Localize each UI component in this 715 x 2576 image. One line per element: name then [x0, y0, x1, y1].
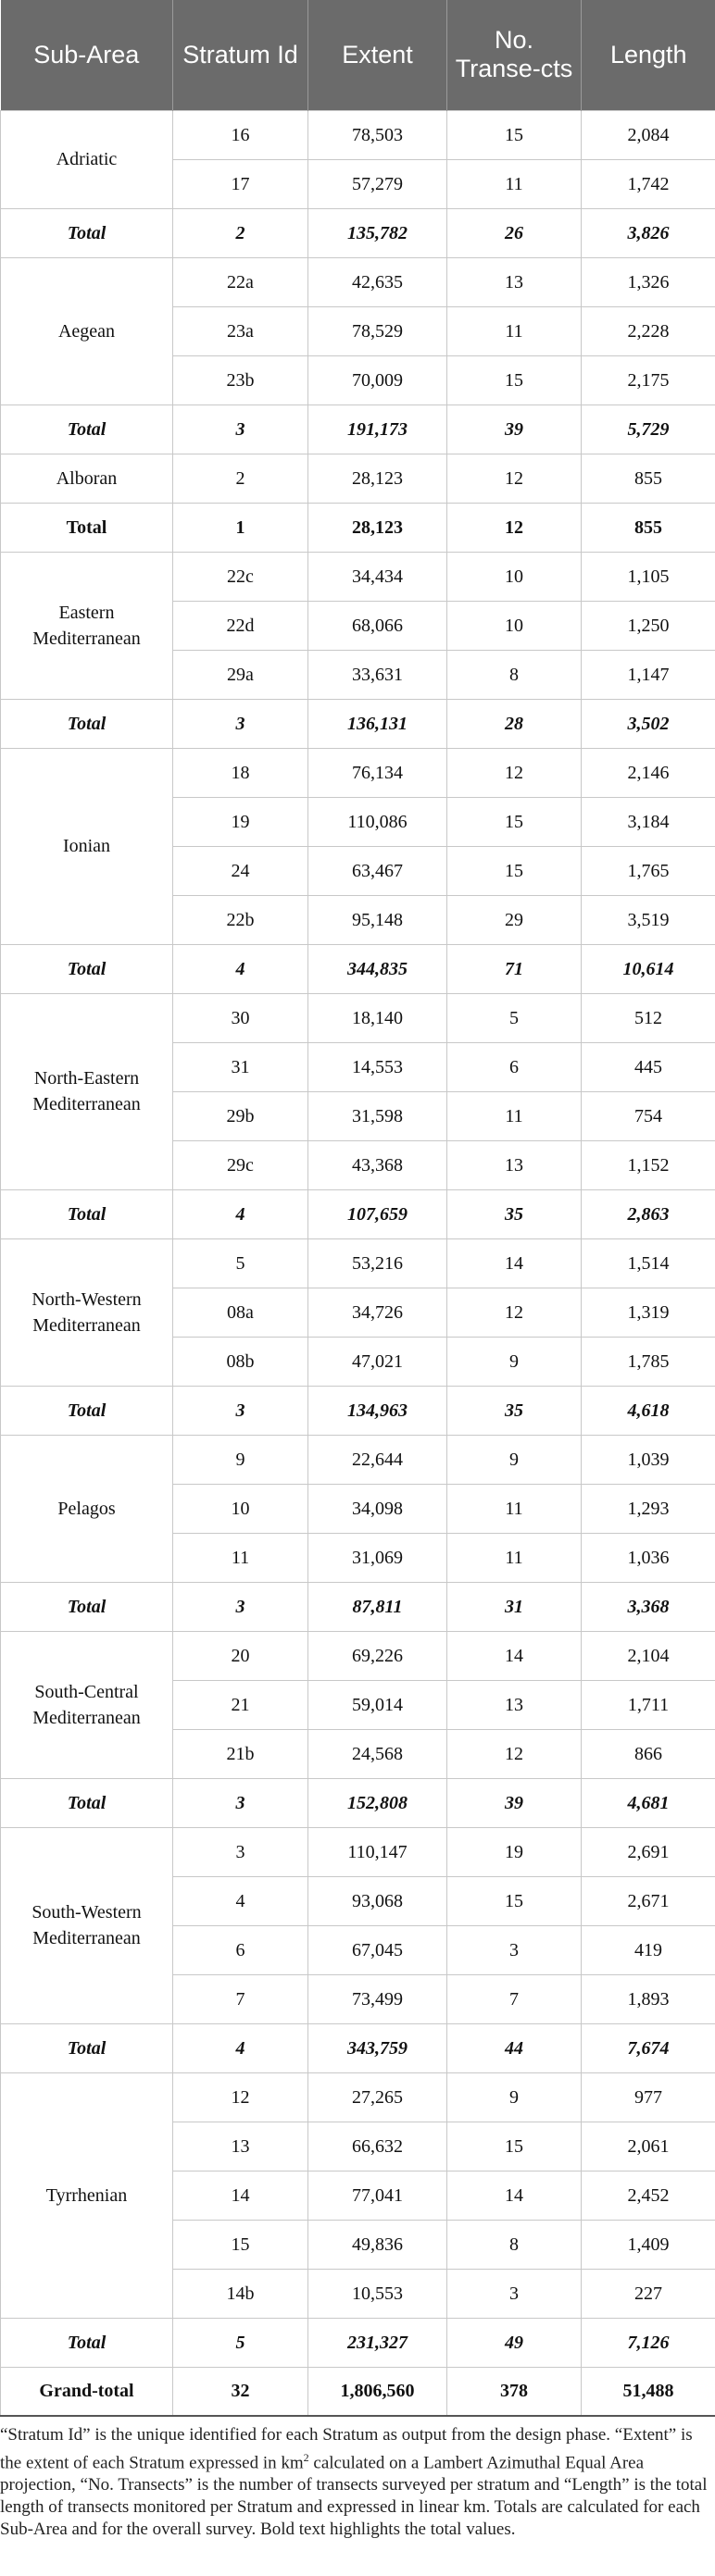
length-cell: 977: [582, 2072, 715, 2122]
header-sub-area: Sub-Area: [1, 0, 173, 110]
sub-area-cell: Pelagos: [1, 1435, 173, 1582]
table-row: [1, 2072, 715, 2122]
extent-cell: 53,216: [308, 1238, 447, 1288]
total-label-cell: Total: [1, 944, 173, 993]
stratum-id-cell: 16: [173, 110, 308, 159]
length-cell: 3,519: [582, 895, 715, 944]
length-cell: 2,671: [582, 1876, 715, 1925]
table-row: [1, 454, 715, 503]
total-length-cell: 3,502: [582, 699, 715, 748]
length-cell: 1,893: [582, 1974, 715, 2023]
stratum-id-cell: 17: [173, 159, 308, 208]
extent-cell: 63,467: [308, 846, 447, 895]
total-extent-cell: 343,759: [308, 2023, 447, 2072]
total-length-cell: 3,826: [582, 208, 715, 257]
stratum-id-cell: 29b: [173, 1091, 308, 1140]
total-label-cell: Total: [1, 2023, 173, 2072]
total-transects-cell: 35: [447, 1386, 582, 1435]
stratum-id-cell: 23a: [173, 306, 308, 355]
transects-cell: 15: [447, 1876, 582, 1925]
transects-cell: 9: [447, 1337, 582, 1386]
extent-cell: 42,635: [308, 257, 447, 306]
stratum-id-cell: 7: [173, 1974, 308, 2023]
extent-cell: 73,499: [308, 1974, 447, 2023]
stratum-id-cell: 11: [173, 1533, 308, 1582]
total-stratum-id-cell: 4: [173, 1189, 308, 1238]
total-extent-cell: 135,782: [308, 208, 447, 257]
length-cell: 2,452: [582, 2171, 715, 2220]
header-row: [1, 0, 715, 110]
total-length-cell: 5,729: [582, 404, 715, 454]
extent-cell: 95,148: [308, 895, 447, 944]
transects-cell: 9: [447, 1435, 582, 1484]
stratum-id-cell: 14: [173, 2171, 308, 2220]
grand-total-length-cell: 51,488: [582, 2367, 715, 2416]
total-length-cell: 855: [582, 503, 715, 552]
total-row: [1, 1582, 715, 1631]
total-row: [1, 1386, 715, 1435]
total-transects-cell: 12: [447, 503, 582, 552]
transects-cell: 12: [447, 1288, 582, 1337]
total-length-cell: 7,674: [582, 2023, 715, 2072]
total-length-cell: 4,681: [582, 1778, 715, 1827]
transects-cell: 13: [447, 257, 582, 306]
length-cell: 2,061: [582, 2122, 715, 2171]
length-cell: 3,184: [582, 797, 715, 846]
transects-cell: 10: [447, 552, 582, 601]
transects-cell: 3: [447, 1925, 582, 1974]
stratum-id-cell: 29c: [173, 1140, 308, 1189]
stratum-id-cell: 3: [173, 1827, 308, 1876]
total-row: [1, 2023, 715, 2072]
stratum-id-cell: 12: [173, 2072, 308, 2122]
stratum-id-cell: 19: [173, 797, 308, 846]
length-cell: 1,742: [582, 159, 715, 208]
extent-cell: 67,045: [308, 1925, 447, 1974]
sub-area-cell: Adriatic: [1, 110, 173, 208]
grand-total-label-cell: Grand-total: [1, 2367, 173, 2416]
transects-cell: 8: [447, 2220, 582, 2269]
sub-area-cell: Eastern Mediterranean: [1, 552, 173, 699]
extent-cell: 59,014: [308, 1680, 447, 1729]
length-cell: 419: [582, 1925, 715, 1974]
total-row: [1, 1778, 715, 1827]
total-transects-cell: 31: [447, 1582, 582, 1631]
total-row: [1, 1189, 715, 1238]
extent-cell: 110,147: [308, 1827, 447, 1876]
transects-cell: 15: [447, 355, 582, 404]
length-cell: 866: [582, 1729, 715, 1778]
total-stratum-id-cell: 4: [173, 944, 308, 993]
total-label-cell: Total: [1, 1386, 173, 1435]
table-row: [1, 552, 715, 601]
extent-cell: 78,529: [308, 306, 447, 355]
stratum-id-cell: 23b: [173, 355, 308, 404]
extent-cell: 76,134: [308, 748, 447, 797]
extent-cell: 10,553: [308, 2269, 447, 2318]
transects-cell: 19: [447, 1827, 582, 1876]
transects-cell: 15: [447, 2122, 582, 2171]
stratum-id-cell: 08a: [173, 1288, 308, 1337]
stratum-id-cell: 18: [173, 748, 308, 797]
sub-area-cell: South-Central Mediterranean: [1, 1631, 173, 1778]
length-cell: 1,293: [582, 1484, 715, 1533]
total-stratum-id-cell: 3: [173, 1582, 308, 1631]
sub-area-cell: North-Eastern Mediterranean: [1, 993, 173, 1189]
table-row: [1, 110, 715, 159]
table-footnote: [0, 2417, 715, 2541]
transects-cell: 15: [447, 846, 582, 895]
total-transects-cell: 44: [447, 2023, 582, 2072]
length-cell: 2,175: [582, 355, 715, 404]
extent-cell: 110,086: [308, 797, 447, 846]
footnote-text-1: “Stratum Id” is the unique identified for each Stratum as output from the design phase. “Extent” is the extent of each Stratum expressed in km: [0, 2425, 693, 2473]
extent-cell: 68,066: [308, 601, 447, 650]
sub-area-cell: North-Western Mediterranean: [1, 1238, 173, 1386]
header-no-transects: No. Transe-cts: [447, 0, 582, 110]
length-cell: 1,105: [582, 552, 715, 601]
length-cell: 445: [582, 1042, 715, 1091]
extent-cell: 43,368: [308, 1140, 447, 1189]
total-row: [1, 208, 715, 257]
transects-cell: 14: [447, 1238, 582, 1288]
total-stratum-id-cell: 1: [173, 503, 308, 552]
extent-cell: 31,598: [308, 1091, 447, 1140]
length-cell: 1,326: [582, 257, 715, 306]
total-row: [1, 404, 715, 454]
stratum-id-cell: 4: [173, 1876, 308, 1925]
table-row: [1, 1631, 715, 1680]
total-stratum-id-cell: 5: [173, 2318, 308, 2367]
extent-cell: 28,123: [308, 454, 447, 503]
extent-cell: 22,644: [308, 1435, 447, 1484]
transects-cell: 5: [447, 993, 582, 1042]
total-label-cell: Total: [1, 1189, 173, 1238]
extent-cell: 57,279: [308, 159, 447, 208]
total-stratum-id-cell: 4: [173, 2023, 308, 2072]
total-transects-cell: 26: [447, 208, 582, 257]
stratum-id-cell: 08b: [173, 1337, 308, 1386]
transects-cell: 7: [447, 1974, 582, 2023]
total-stratum-id-cell: 2: [173, 208, 308, 257]
total-length-cell: 3,368: [582, 1582, 715, 1631]
stratum-id-cell: 15: [173, 2220, 308, 2269]
length-cell: 1,147: [582, 650, 715, 699]
transects-cell: 3: [447, 2269, 582, 2318]
length-cell: 227: [582, 2269, 715, 2318]
table-body: [1, 110, 715, 2416]
header-stratum-id: Stratum Id: [173, 0, 308, 110]
transects-cell: 8: [447, 650, 582, 699]
transects-cell: 11: [447, 159, 582, 208]
length-cell: 754: [582, 1091, 715, 1140]
total-length-cell: 4,618: [582, 1386, 715, 1435]
total-transects-cell: 35: [447, 1189, 582, 1238]
total-label-cell: Total: [1, 208, 173, 257]
stratum-id-cell: 22a: [173, 257, 308, 306]
stratum-id-cell: 21: [173, 1680, 308, 1729]
sub-area-cell: Tyrrhenian: [1, 2072, 173, 2318]
length-cell: 1,785: [582, 1337, 715, 1386]
transects-cell: 11: [447, 306, 582, 355]
total-extent-cell: 344,835: [308, 944, 447, 993]
extent-cell: 24,568: [308, 1729, 447, 1778]
stratum-id-cell: 22b: [173, 895, 308, 944]
grand-total-row: [1, 2367, 715, 2416]
stratum-id-cell: 24: [173, 846, 308, 895]
table-row: [1, 1435, 715, 1484]
total-extent-cell: 231,327: [308, 2318, 447, 2367]
header-length: Length: [582, 0, 715, 110]
stratum-id-cell: 31: [173, 1042, 308, 1091]
total-transects-cell: 39: [447, 1778, 582, 1827]
total-length-cell: 2,863: [582, 1189, 715, 1238]
length-cell: 2,691: [582, 1827, 715, 1876]
extent-cell: 47,021: [308, 1337, 447, 1386]
stratum-id-cell: 5: [173, 1238, 308, 1288]
extent-cell: 34,434: [308, 552, 447, 601]
stratum-id-cell: 13: [173, 2122, 308, 2171]
transects-cell: 12: [447, 748, 582, 797]
total-row: [1, 2318, 715, 2367]
total-extent-cell: 107,659: [308, 1189, 447, 1238]
total-extent-cell: 134,963: [308, 1386, 447, 1435]
total-row: [1, 503, 715, 552]
stratum-id-cell: 14b: [173, 2269, 308, 2318]
length-cell: 2,084: [582, 110, 715, 159]
footnote-text-2: calculated on a Lambert Azimuthal Equal Area projection, “No. Transects” is the number of transects surveyed per stratum and “Length” is the total length of transects monitored per Stratum and expressed in linear km. Totals are calculated for each Sub-Area and for the overall survey. Bold text highlights the total values.: [0, 2453, 708, 2540]
length-cell: 1,039: [582, 1435, 715, 1484]
length-cell: 2,104: [582, 1631, 715, 1680]
transects-cell: 11: [447, 1091, 582, 1140]
length-cell: 855: [582, 454, 715, 503]
total-stratum-id-cell: 3: [173, 699, 308, 748]
total-transects-cell: 28: [447, 699, 582, 748]
length-cell: 1,514: [582, 1238, 715, 1288]
extent-cell: 34,726: [308, 1288, 447, 1337]
length-cell: 2,146: [582, 748, 715, 797]
extent-cell: 27,265: [308, 2072, 447, 2122]
table-row: [1, 1827, 715, 1876]
stratum-id-cell: 22c: [173, 552, 308, 601]
total-row: [1, 944, 715, 993]
table-row: [1, 748, 715, 797]
length-cell: 1,409: [582, 2220, 715, 2269]
stratum-id-cell: 2: [173, 454, 308, 503]
total-extent-cell: 28,123: [308, 503, 447, 552]
stratum-id-cell: 21b: [173, 1729, 308, 1778]
stratum-id-cell: 9: [173, 1435, 308, 1484]
transects-cell: 11: [447, 1484, 582, 1533]
total-label-cell: Total: [1, 699, 173, 748]
transects-cell: 13: [447, 1140, 582, 1189]
length-cell: 1,765: [582, 846, 715, 895]
total-extent-cell: 136,131: [308, 699, 447, 748]
footnote-superscript: 2: [303, 2451, 309, 2464]
extent-cell: 93,068: [308, 1876, 447, 1925]
stratum-id-cell: 22d: [173, 601, 308, 650]
extent-cell: 69,226: [308, 1631, 447, 1680]
sub-area-cell: Aegean: [1, 257, 173, 404]
table-row: [1, 257, 715, 306]
total-extent-cell: 87,811: [308, 1582, 447, 1631]
table-row: [1, 1238, 715, 1288]
grand-total-extent-cell: 1,806,560: [308, 2367, 447, 2416]
transects-cell: 12: [447, 1729, 582, 1778]
total-label-cell: Total: [1, 1582, 173, 1631]
transects-cell: 6: [447, 1042, 582, 1091]
transects-cell: 13: [447, 1680, 582, 1729]
grand-total-stratum-id-cell: 32: [173, 2367, 308, 2416]
extent-cell: 34,098: [308, 1484, 447, 1533]
header-extent: Extent: [308, 0, 447, 110]
total-label-cell: Total: [1, 503, 173, 552]
total-transects-cell: 49: [447, 2318, 582, 2367]
extent-cell: 77,041: [308, 2171, 447, 2220]
total-transects-cell: 71: [447, 944, 582, 993]
length-cell: 1,319: [582, 1288, 715, 1337]
extent-cell: 66,632: [308, 2122, 447, 2171]
transects-cell: 11: [447, 1533, 582, 1582]
transects-cell: 10: [447, 601, 582, 650]
total-extent-cell: 152,808: [308, 1778, 447, 1827]
transects-cell: 14: [447, 2171, 582, 2220]
total-length-cell: 10,614: [582, 944, 715, 993]
transects-cell: 14: [447, 1631, 582, 1680]
transects-cell: 15: [447, 110, 582, 159]
transects-cell: 15: [447, 797, 582, 846]
total-stratum-id-cell: 3: [173, 1386, 308, 1435]
total-row: [1, 699, 715, 748]
total-stratum-id-cell: 3: [173, 1778, 308, 1827]
extent-cell: 78,503: [308, 110, 447, 159]
stratum-id-cell: 6: [173, 1925, 308, 1974]
stratum-id-cell: 30: [173, 993, 308, 1042]
sub-area-cell: Ionian: [1, 748, 173, 944]
total-extent-cell: 191,173: [308, 404, 447, 454]
length-cell: 512: [582, 993, 715, 1042]
length-cell: 2,228: [582, 306, 715, 355]
sub-area-cell: Alboran: [1, 454, 173, 503]
extent-cell: 14,553: [308, 1042, 447, 1091]
table-row: [1, 993, 715, 1042]
stratum-id-cell: 10: [173, 1484, 308, 1533]
extent-cell: 70,009: [308, 355, 447, 404]
stratum-id-cell: 20: [173, 1631, 308, 1680]
transects-cell: 12: [447, 454, 582, 503]
transects-cell: 29: [447, 895, 582, 944]
extent-cell: 49,836: [308, 2220, 447, 2269]
total-transects-cell: 39: [447, 404, 582, 454]
extent-cell: 18,140: [308, 993, 447, 1042]
stratum-id-cell: 29a: [173, 650, 308, 699]
transects-cell: 9: [447, 2072, 582, 2122]
total-label-cell: Total: [1, 1778, 173, 1827]
total-stratum-id-cell: 3: [173, 404, 308, 454]
grand-total-transects-cell: 378: [447, 2367, 582, 2416]
total-label-cell: Total: [1, 404, 173, 454]
total-label-cell: Total: [1, 2318, 173, 2367]
length-cell: 1,711: [582, 1680, 715, 1729]
total-length-cell: 7,126: [582, 2318, 715, 2367]
length-cell: 1,036: [582, 1533, 715, 1582]
extent-cell: 31,069: [308, 1533, 447, 1582]
length-cell: 1,152: [582, 1140, 715, 1189]
extent-cell: 33,631: [308, 650, 447, 699]
length-cell: 1,250: [582, 601, 715, 650]
sub-area-cell: South-Western Mediterranean: [1, 1827, 173, 2023]
